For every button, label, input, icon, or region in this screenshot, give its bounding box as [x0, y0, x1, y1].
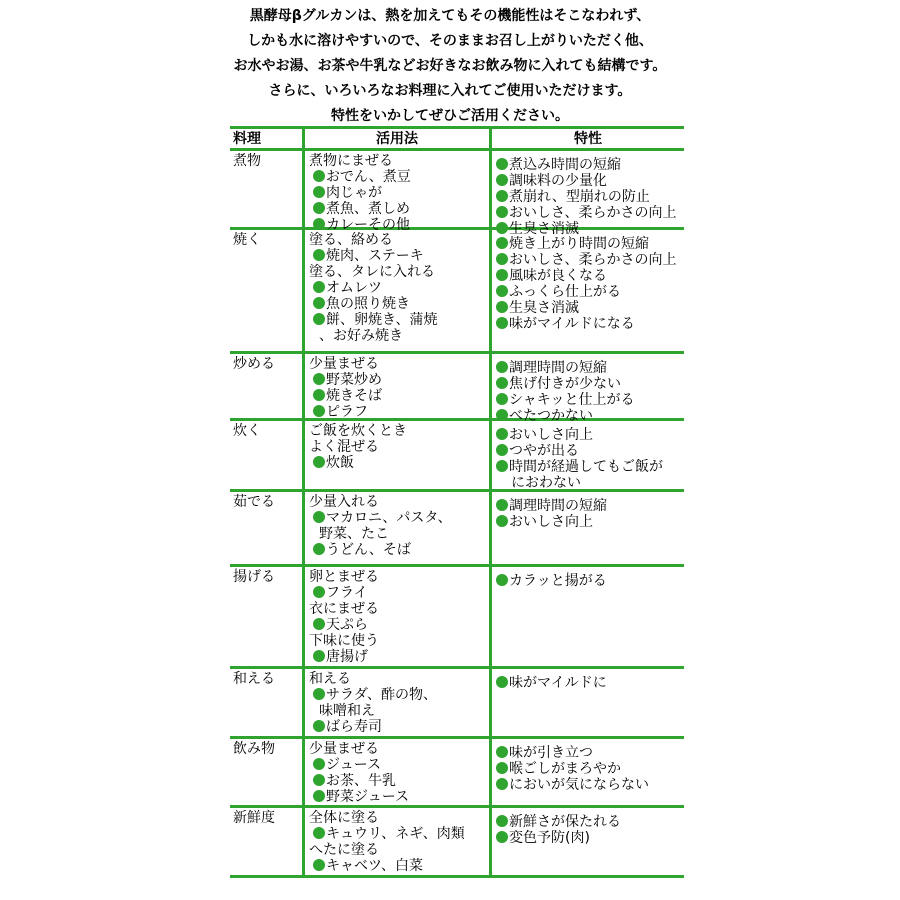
list-item [495, 392, 684, 408]
list-item-text: 餅、卵焼き、蒲焼 [326, 312, 438, 328]
table-row [230, 567, 684, 669]
traits-cell [492, 421, 684, 489]
usage-cell [305, 421, 492, 489]
bullet-icon [496, 393, 508, 405]
list-item-text: キャベツ、白菜 [326, 858, 424, 874]
list-item-text: 下味に使う [309, 633, 379, 649]
list-item [309, 232, 489, 248]
list-item [309, 312, 489, 328]
list-item-text: お茶、牛乳 [326, 773, 396, 789]
dish-cell: 焼く [230, 230, 305, 351]
list-item-text: フライ [326, 585, 368, 601]
list-item [309, 542, 489, 558]
bullet-icon [313, 827, 325, 839]
bullet-icon [313, 186, 325, 198]
list-item [495, 157, 684, 173]
list-item-text: 煮崩れ、型崩れの防止 [509, 189, 650, 205]
table-row [230, 421, 684, 492]
list-item [495, 573, 684, 589]
list-item-text: ばら寿司 [326, 719, 382, 735]
list-item-text: おいしさ、柔らかさの向上 [509, 205, 677, 221]
list-item [309, 494, 489, 510]
list-item [495, 459, 684, 475]
bullet-icon [496, 253, 508, 265]
list-item-text: 調理時間の短縮 [509, 498, 607, 514]
table-row [230, 492, 684, 567]
list-item [309, 741, 489, 757]
bullet-icon [496, 428, 508, 440]
intro-line: お水やお湯、お茶や牛乳などお好きなお飲み物に入れても結構です。 [233, 58, 667, 74]
dish-cell: 煮物 [230, 151, 305, 227]
bullet-icon [313, 543, 325, 555]
table-row [230, 669, 684, 739]
bullet-icon [313, 790, 325, 802]
bullet-icon [313, 650, 325, 662]
list-item-text: ピラフ [326, 404, 368, 420]
list-item [309, 773, 489, 789]
usage-cell [305, 492, 492, 564]
usage-cell [305, 354, 492, 418]
list-item-text: ご飯を炊くとき [309, 423, 407, 439]
list-item [309, 703, 489, 719]
list-item-text: 野菜、たこ [319, 526, 389, 542]
traits-cell [492, 739, 684, 805]
usage-cell [305, 230, 492, 351]
table-row [230, 739, 684, 808]
list-item-text: 味がマイルドになる [509, 316, 635, 332]
list-item-text: 味が引き立つ [509, 745, 593, 761]
usage-cell [305, 669, 492, 736]
bullet-icon [313, 389, 325, 401]
list-item [495, 360, 684, 376]
list-item [495, 300, 684, 316]
bullet-icon [496, 460, 508, 472]
list-item-text: 少量まぜる [309, 356, 379, 372]
list-item [495, 745, 684, 761]
bullet-icon [496, 190, 508, 202]
bullet-icon [313, 281, 325, 293]
list-item [309, 601, 489, 617]
bullet-icon [496, 158, 508, 170]
usage-cell [305, 739, 492, 805]
list-item-text: ジュース [326, 757, 382, 773]
bullet-icon [313, 774, 325, 786]
bullet-icon [496, 831, 508, 843]
list-item-text: カレーその他 [326, 217, 410, 233]
list-item [309, 757, 489, 773]
list-item-text: キュウリ、ネギ、肉類 [326, 826, 465, 842]
list-item-text: 焼きそば [326, 388, 382, 404]
list-item [309, 185, 489, 201]
list-item-text: 卵とまぜる [309, 569, 379, 585]
list-item [309, 328, 489, 344]
list-item [495, 252, 684, 268]
list-item-text: 焼き上がり時間の短縮 [509, 236, 649, 252]
bullet-icon [313, 313, 325, 325]
list-item [495, 498, 684, 514]
header-usage: 活用法 [305, 129, 492, 148]
bullet-icon [313, 586, 325, 598]
list-item-text: 全体に塗る [309, 810, 379, 826]
list-item [495, 236, 684, 252]
list-item-text: へたに塗る [309, 842, 379, 858]
list-item [309, 526, 489, 542]
bullet-icon [313, 720, 325, 732]
bullet-icon [313, 688, 325, 700]
dish-cell: 茹でる [230, 492, 305, 564]
list-item [309, 671, 489, 687]
traits-cell [492, 492, 684, 564]
usage-cell [305, 808, 492, 875]
bullet-icon [313, 405, 325, 417]
table-row [230, 354, 684, 424]
list-item [309, 810, 489, 826]
traits-cell [492, 230, 684, 351]
bullet-icon [496, 515, 508, 527]
list-item-text: マカロニ、パスタ、 [326, 510, 452, 526]
list-item [309, 248, 489, 264]
list-item [309, 356, 489, 372]
list-item-text: おいしさ、柔らかさの向上 [509, 252, 677, 268]
intro-line: しかも水に溶けやすいので、そのままお召し上がりいただく他、 [247, 33, 653, 49]
list-item [309, 404, 489, 420]
bullet-icon [496, 762, 508, 774]
bullet-icon [496, 746, 508, 758]
bullet-icon [313, 218, 325, 230]
bullet-icon [496, 499, 508, 511]
bullet-icon [313, 511, 325, 523]
list-item-text: 新鮮さが保たれる [509, 814, 621, 830]
list-item [495, 761, 684, 777]
header-dish: 料理 [230, 129, 305, 148]
list-item-text: うどん、そば [326, 542, 411, 558]
intro-line: 黒酵母βグルカンは、熱を加えてもその機能性はそこなわれず、 [249, 8, 651, 24]
bullet-icon [313, 170, 325, 182]
list-item [495, 777, 684, 793]
list-item-text: よく混ぜる [309, 439, 379, 455]
list-item [495, 173, 684, 189]
table-row [230, 230, 684, 354]
bullet-icon [496, 676, 508, 688]
list-item [309, 439, 489, 455]
list-item-text: 煮物にまぜる [309, 153, 393, 169]
traits-cell [492, 151, 684, 237]
list-item-text: 煮込み時間の短縮 [509, 157, 621, 173]
bullet-icon [496, 206, 508, 218]
list-item-text: おいしさ向上 [509, 514, 593, 530]
list-item-text: 、お好み焼き [319, 328, 403, 344]
list-item-text: におわない [511, 475, 581, 491]
list-item [309, 169, 489, 185]
list-item [309, 569, 489, 585]
list-item-text: 野菜炒め [326, 372, 382, 388]
header-traits: 特性 [574, 131, 602, 147]
bullet-icon [313, 618, 325, 630]
list-item-text: においが気にならない [509, 777, 649, 793]
bullet-icon [496, 285, 508, 297]
dish-cell: 新鮮度 [230, 808, 305, 875]
list-item [309, 280, 489, 296]
list-item [309, 617, 489, 633]
dish-cell: 飲み物 [230, 739, 305, 805]
list-item-text: 味噌和え [319, 703, 375, 719]
list-item-text: つやが出る [509, 443, 579, 459]
list-item-text: 喉ごしがまろやか [509, 761, 621, 777]
dish-cell: 揚げる [230, 567, 305, 666]
list-item [309, 585, 489, 601]
list-item-text: おでん、煮豆 [326, 169, 411, 185]
list-item [309, 153, 489, 169]
bullet-icon [496, 574, 508, 586]
usage-table [230, 126, 684, 878]
list-item [495, 376, 684, 392]
table-header-row [230, 129, 684, 151]
list-item-text: 和える [309, 671, 351, 687]
list-item-text: 少量入れる [309, 494, 379, 510]
list-item [309, 510, 489, 526]
list-item [495, 475, 684, 491]
traits-cell [492, 354, 684, 424]
list-item [495, 316, 684, 332]
list-item-text: 調味料の少量化 [509, 173, 607, 189]
list-item-text: おいしさ向上 [509, 427, 593, 443]
list-item-text: 変色予防(肉) [509, 830, 590, 846]
list-item-text: 煮魚、煮しめ [326, 201, 410, 217]
bullet-icon [496, 444, 508, 456]
bullet-icon [496, 361, 508, 373]
list-item [309, 455, 489, 471]
traits-cell [492, 808, 684, 875]
list-item [309, 649, 489, 665]
list-item-text: 風味が良くなる [509, 268, 607, 284]
table-row [230, 151, 684, 237]
list-item [495, 268, 684, 284]
list-item [495, 205, 684, 221]
list-item [309, 388, 489, 404]
traits-cell [492, 669, 684, 736]
list-item [309, 719, 489, 735]
list-item-text: 唐揚げ [326, 649, 368, 665]
list-item-text: カラッと揚がる [509, 573, 607, 589]
list-item [495, 675, 684, 691]
bullet-icon [496, 409, 508, 421]
table-row [230, 808, 684, 878]
list-item [309, 789, 489, 805]
list-item-text: 生臭さ消滅 [509, 300, 579, 316]
bullet-icon [313, 249, 325, 261]
list-item [309, 296, 489, 312]
intro-text [0, 4, 900, 129]
traits-cell [492, 567, 684, 666]
bullet-icon [496, 317, 508, 329]
bullet-icon [313, 859, 325, 871]
list-item [309, 826, 489, 842]
list-item-text: 天ぷら [326, 617, 368, 633]
list-item-text: ふっくら仕上がる [509, 284, 621, 300]
list-item [495, 830, 684, 846]
list-item [309, 842, 489, 858]
list-item [309, 201, 489, 217]
dish-cell: 炊く [230, 421, 305, 489]
list-item [495, 514, 684, 530]
list-item [309, 372, 489, 388]
list-item [309, 633, 489, 649]
list-item-text: 炊飯 [326, 455, 354, 471]
intro-line: 特性をいかしてぜひご活用ください。 [331, 108, 569, 124]
list-item [495, 814, 684, 830]
list-item-text: 少量まぜる [309, 741, 379, 757]
list-item [309, 858, 489, 874]
list-item-text: 生臭さ消滅 [509, 221, 579, 237]
list-item [309, 423, 489, 439]
list-item [495, 443, 684, 459]
list-item-text: 塗る、タレに入れる [309, 264, 435, 280]
list-item [309, 687, 489, 703]
bullet-icon [313, 373, 325, 385]
list-item [495, 284, 684, 300]
list-item-text: 魚の照り焼き [326, 296, 410, 312]
list-item-text: 焦げ付きが少ない [509, 376, 621, 392]
bullet-icon [496, 174, 508, 186]
bullet-icon [313, 202, 325, 214]
list-item [495, 427, 684, 443]
list-item-text: 時間が経過してもご飯が [509, 459, 663, 475]
list-item-text: 衣にまぜる [309, 601, 379, 617]
bullet-icon [496, 778, 508, 790]
bullet-icon [496, 237, 508, 249]
list-item-text: 塗る、絡める [309, 232, 393, 248]
list-item-text: サラダ、酢の物、 [326, 687, 438, 703]
bullet-icon [496, 815, 508, 827]
usage-cell [305, 567, 492, 666]
intro-line: さらに、いろいろなお料理に入れてご使用いただけます。 [268, 83, 632, 99]
bullet-icon [496, 301, 508, 313]
list-item-text: べたつかない [509, 408, 593, 424]
list-item-text: 焼肉、ステーキ [326, 248, 424, 264]
bullet-icon [496, 377, 508, 389]
bullet-icon [496, 269, 508, 281]
usage-cell [305, 151, 492, 233]
bullet-icon [313, 758, 325, 770]
list-item-text: 味がマイルドに [509, 675, 607, 691]
list-item-text: 肉じゃが [326, 185, 382, 201]
dish-cell: 炒める [230, 354, 305, 418]
list-item [495, 189, 684, 205]
bullet-icon [313, 297, 325, 309]
list-item-text: 野菜ジュース [326, 789, 410, 805]
list-item-text: 調理時間の短縮 [509, 360, 607, 376]
list-item-text: オムレツ [326, 280, 382, 296]
list-item-text: シャキッと仕上がる [509, 392, 635, 408]
dish-cell: 和える [230, 669, 305, 736]
bullet-icon [313, 456, 325, 468]
list-item [309, 264, 489, 280]
